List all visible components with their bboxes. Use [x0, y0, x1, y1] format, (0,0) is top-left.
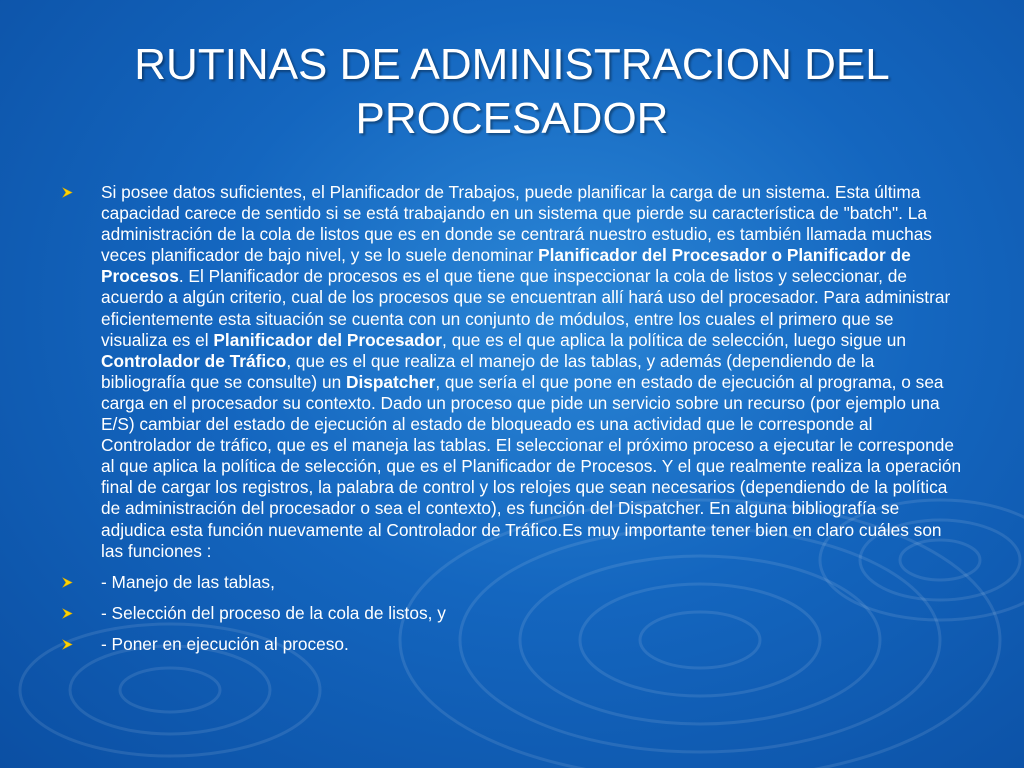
bullet-item: [62, 603, 962, 624]
bullet-text: [101, 634, 962, 655]
bold-term: Dispatcher: [345, 371, 436, 392]
bullet-item: [62, 572, 962, 593]
text-segment: , que es el que realiza el manejo de las tablas, y además (dependiendo de la bibliografía que se consulte) un: [101, 350, 875, 392]
slide-body: [62, 182, 962, 665]
bold-term: Planificador del Procesador: [213, 329, 442, 350]
text-segment: , que sería el que pone en estado de ejecución al programa, o sea carga en el procesador su contexto. Dado un proceso que pide un servicio sobre un recurso (por ejemplo una E/S) cambiar del estado de ejecución al estado de bloqueado es una actividad que le corresponde al Controlador de tráfico, que es el maneja las tablas. El seleccionar el próximo proceso a ejecutar le corresponde al que aplica la política de selección, que es el Planificador de Procesos. Y el que realmente realiza la operación final de cargar los registros, la palabra de control y los relojes que sean necesarios (dependiendo de la política de administración del procesador o sea el contexto), es función del Dispatcher. En alguna bibliografía se adjudica esta función nuevamente al Controlador de Tráfico.Es muy importante tener bien en claro cuáles son las funciones :: [101, 371, 962, 561]
slide-title-line-2: PROCESADOR: [355, 94, 669, 143]
bold-term: Planificador del Procesador o Planificador de Procesos: [101, 245, 911, 287]
arrowhead-bullet-icon: [62, 572, 101, 588]
bullet-text: [101, 182, 962, 562]
text-segment: , que es el que aplica la política de selección, luego sigue un: [441, 329, 906, 350]
arrowhead-bullet-icon: [62, 182, 101, 198]
text-segment: - Manejo de las tablas,: [101, 571, 275, 592]
slide-title: [40, 38, 984, 146]
bold-term: Controlador de Tráfico: [101, 350, 287, 371]
arrowhead-bullet-icon: [62, 603, 101, 619]
text-segment: . El Planificador de procesos es el que tiene que inspeccionar la cola de listos y seleccionar, de acuerdo a algún criterio, cual de los procesos que se encuentran allí hará uso del procesador. Para administrar eficientemente esta situación se cuenta con un conjunto de módulos, entre los cuales el primero que se visualiza es el: [101, 266, 951, 350]
bullet-text: [101, 572, 962, 593]
slide-title-line-1: RUTINAS DE ADMINISTRACION DEL: [134, 40, 890, 89]
bullet-item: [62, 182, 962, 562]
text-segment: Si posee datos suficientes, el Planificador de Trabajos, puede planificar la carga de un sistema. Esta última capacidad carece de sentido si se está trabajando en un sistema que pierde su característica de "batch". La administración de la cola de listos que es en donde se centrará nuestro estudio, es también llamada muchas veces planificador de bajo nivel, y se lo suele denominar: [101, 182, 932, 266]
text-segment: - Selección del proceso de la cola de listos, y: [101, 602, 446, 623]
arrowhead-bullet-icon: [62, 634, 101, 650]
text-segment: - Poner en ejecución al proceso.: [101, 633, 349, 654]
bullet-text: [101, 603, 962, 624]
bullet-item: [62, 634, 962, 655]
